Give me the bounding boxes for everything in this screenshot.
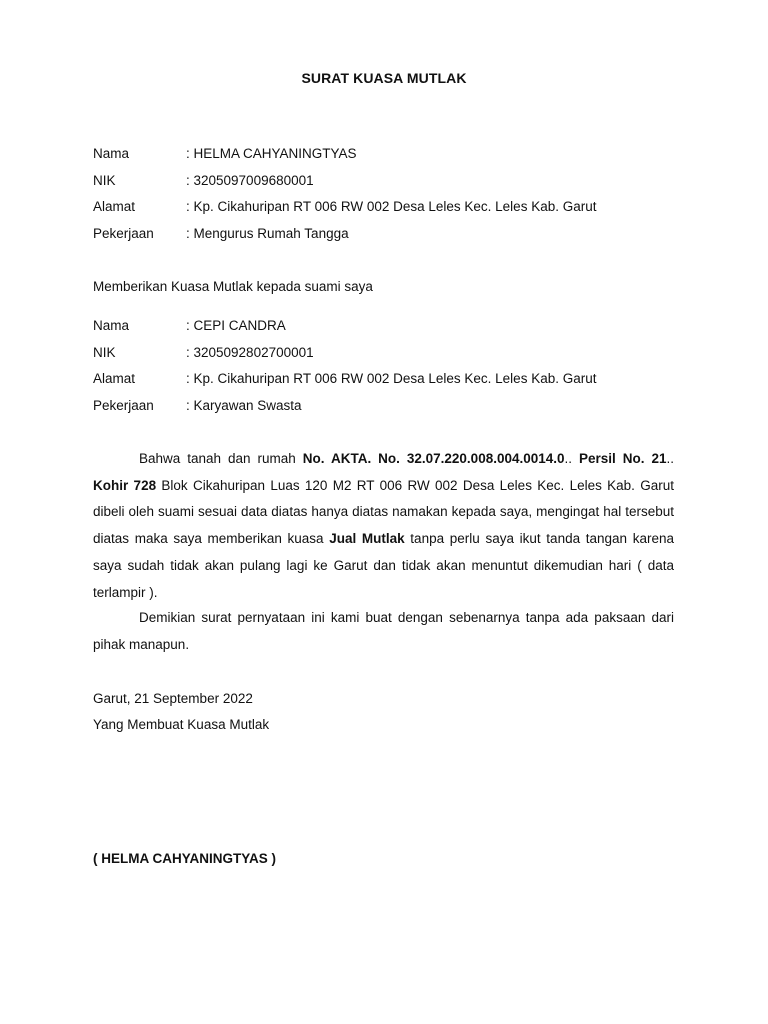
grantee-name-value: : CEPI CANDRA bbox=[186, 318, 286, 333]
grantor-address-row bbox=[93, 198, 596, 216]
parcel-number: Persil No. 21 bbox=[579, 451, 667, 466]
grantor-nik-label: NIK bbox=[93, 173, 116, 188]
grantor-address-label: Alamat bbox=[93, 199, 136, 214]
grantor-name-row bbox=[93, 145, 357, 163]
grantee-occupation-value: : Karyawan Swasta bbox=[186, 398, 302, 413]
body-text-5: tanpa perlu saya ikut tanda tangan karena saya sudah tidak akan pulang lagi ke Garut dan tidak akan menuntut dikemudian hari ( data terlampir ). bbox=[93, 531, 674, 600]
body-text-2: .. bbox=[564, 451, 580, 466]
body-text-4: Blok Cikahuripan Luas 120 M2 RT 006 RW 002 Desa Leles Kec. Leles Kab. Garut dibeli oleh suami sesuai data diatas hanya diatas namakan kepada saya, mengingat hal tersebut diatas maka saya memberikan kuasa bbox=[93, 477, 675, 547]
kohir-number: Kohir 728 bbox=[93, 477, 157, 493]
grantor-nik-row bbox=[93, 172, 314, 190]
grantor-name-label: Nama bbox=[93, 146, 130, 161]
grantor-occupation-value: : Mengurus Rumah Tangga bbox=[186, 226, 349, 241]
document-title: SURAT KUASA MUTLAK bbox=[301, 70, 467, 86]
grantee-occupation-row bbox=[93, 397, 302, 415]
grantee-address-label: Alamat bbox=[93, 371, 136, 386]
deed-number: No. AKTA. No. 32.07.220.008.004.0014.0 bbox=[302, 451, 565, 466]
grantee-name-label: Nama bbox=[93, 318, 130, 333]
grantor-address-value: : Kp. Cikahuripan RT 006 RW 002 Desa Leles Kec. Leles Kab. Garut bbox=[186, 199, 597, 214]
body-text-1: Bahwa tanah dan rumah bbox=[139, 451, 303, 466]
grantee-nik-value: : 3205092802700001 bbox=[186, 345, 314, 360]
grantee-occupation-label: Pekerjaan bbox=[93, 398, 154, 413]
grantee-address-row bbox=[93, 370, 596, 388]
grantee-nik-label: NIK bbox=[93, 345, 116, 360]
signer-role: Yang Membuat Kuasa Mutlak bbox=[93, 717, 270, 732]
grantee-address-value: : Kp. Cikahuripan RT 006 RW 002 Desa Leles Kec. Leles Kab. Garut bbox=[186, 371, 597, 386]
body-text-3: .. bbox=[666, 451, 675, 466]
jual-mutlak-term: Jual Mutlak bbox=[329, 531, 405, 547]
grantor-nik-value: : 3205097009680001 bbox=[186, 173, 314, 188]
place-date: Garut, 21 September 2022 bbox=[93, 691, 253, 706]
grantor-occupation-row bbox=[93, 225, 349, 243]
body-paragraph-1 bbox=[93, 446, 674, 606]
grantor-occupation-label: Pekerjaan bbox=[93, 226, 154, 241]
grantee-name-row bbox=[93, 317, 286, 335]
signature-name: ( HELMA CAHYANINGTYAS ) bbox=[93, 851, 277, 866]
grantor-name-value: : HELMA CAHYANINGTYAS bbox=[186, 146, 357, 161]
intro-line: Memberikan Kuasa Mutlak kepada suami saya bbox=[93, 279, 373, 294]
grantee-nik-row bbox=[93, 344, 314, 362]
body-paragraph-2: Demikian surat pernyataan ini kami buat dengan sebenarnya tanpa ada paksaan dari pihak manapun. bbox=[93, 610, 674, 652]
